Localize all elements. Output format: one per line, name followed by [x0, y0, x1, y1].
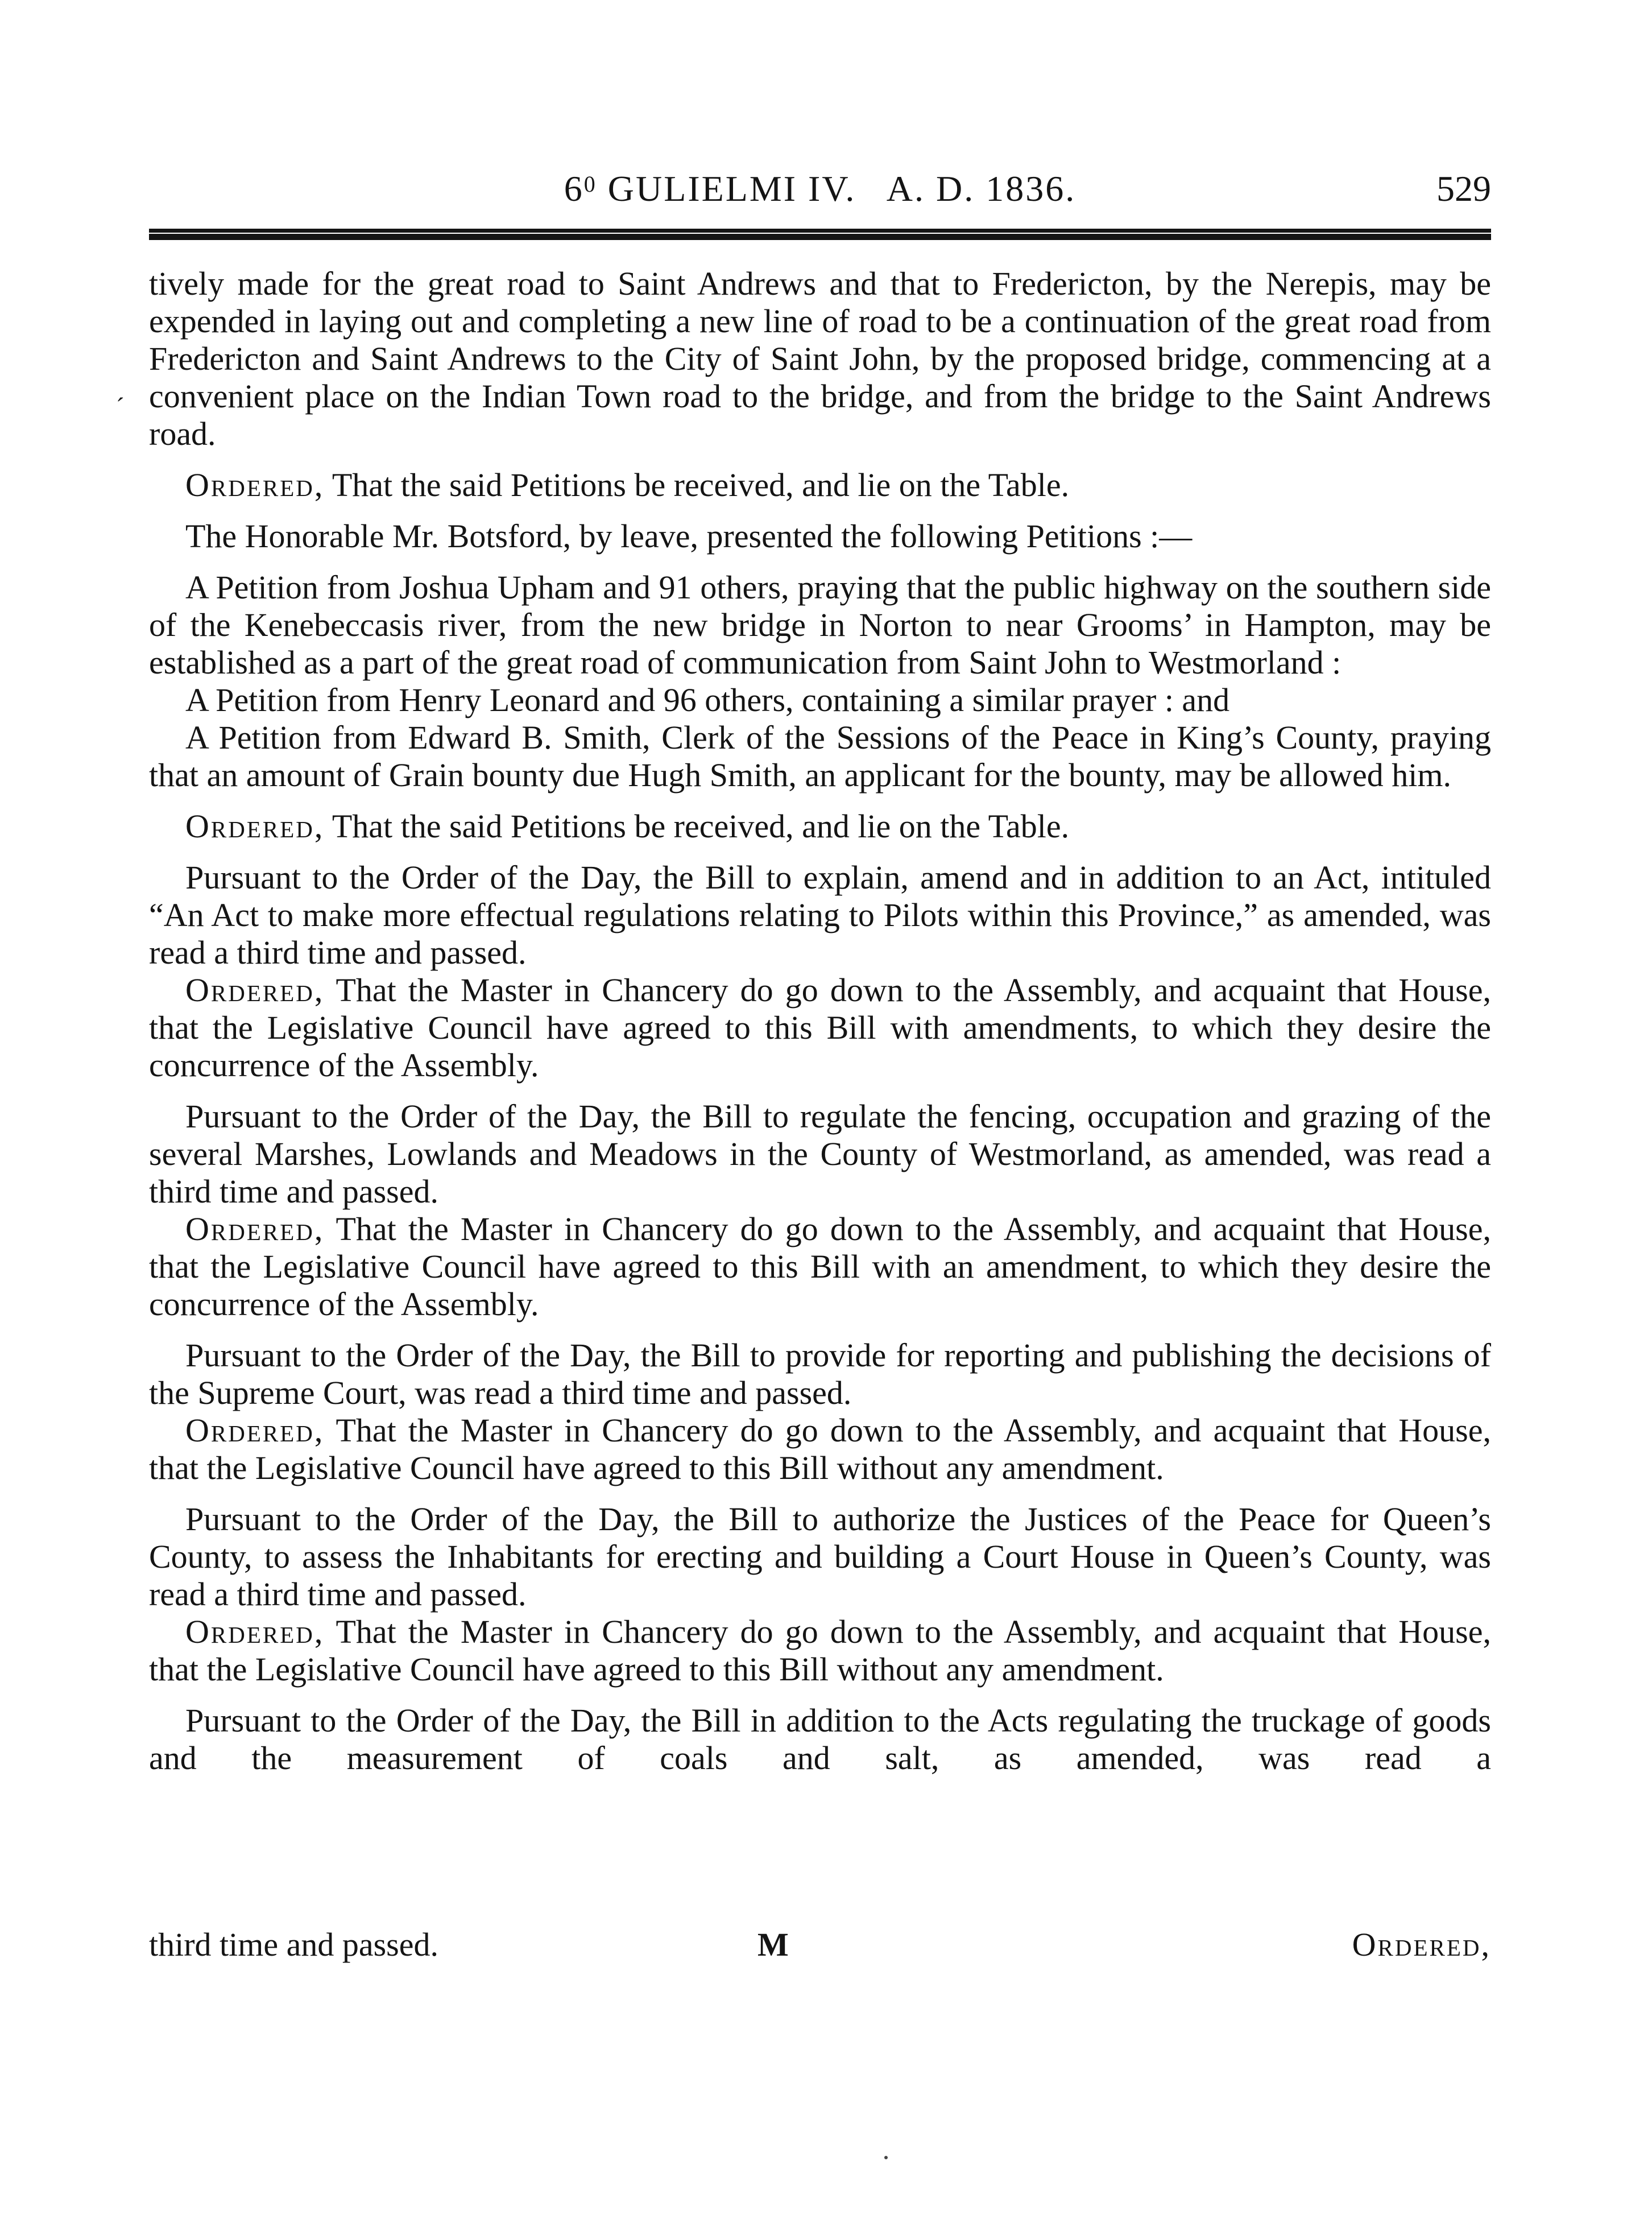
paragraph-bill: Pursuant to the Order of the Day, the Bill to authorize the Justices of the Peace for Queen’s County, to assess the Inhabitants for erecting and building a Court House in Queen’s County, was read a third time and passed.: [149, 1501, 1491, 1613]
ordered-lead: Ordered,: [185, 808, 325, 845]
ordered-lead: Ordered,: [185, 1613, 325, 1650]
final-line-text: third time and passed.: [149, 1926, 439, 1963]
running-header: [149, 166, 1491, 212]
paragraph-ordered: Ordered, That the Master in Chancery do go down to the Assembly, and acquaint that House, that the Legislative Council have agreed to this Bill with amendments, to which they desire the concurrence of the Assembly.: [149, 972, 1491, 1084]
ordered-lead: Ordered,: [185, 466, 325, 503]
paragraph-bill: Pursuant to the Order of the Day, the Bill in addition to the Acts regulating the truckage of goods and the measurement of coals and salt, as amended, was read a: [149, 1702, 1491, 1776]
paragraph-ordered: Ordered, That the said Petitions be received, and lie on the Table.: [185, 808, 1070, 845]
margin-mark: ´: [116, 393, 125, 421]
ordered-lead: Ordered,: [185, 1210, 325, 1247]
catchword: Ordered,: [1352, 1926, 1491, 1963]
paragraph-continuation: tively made for the great road to Saint Andrews and that to Fredericton, by the Nerepis, may be expended in laying out and completing a new line of road to be a continuation of the great road from Fredericton and Saint Andrews to the City of Saint John, by the proposed bridge, commencing at a convenient place on the Indian Town road to the bridge, and from the bridge to the Saint Andrews road.: [149, 265, 1491, 452]
header-title: [149, 166, 1491, 212]
paragraph-petition: A Petition from Edward B. Smith, Clerk of the Sessions of the Peace in King’s County, praying that an amount of Grain bounty due Hugh Smith, an applicant for the bounty, may be allowed him.: [149, 719, 1491, 794]
paragraph-ordered: Ordered, That the Master in Chancery do go down to the Assembly, and acquaint that House, that the Legislative Council have agreed to this Bill with an amendment, to which they desire the concurrence of the Assembly.: [149, 1210, 1491, 1323]
header-rule: [149, 229, 1491, 240]
journal-body: [149, 265, 1491, 1777]
paragraph-bill: Pursuant to the Order of the Day, the Bill to explain, amend and in addition to an Act, intituled “An Act to make more effectual regulations relating to Pilots within this Province,” as amended, was read a third time and passed.: [149, 859, 1491, 971]
regnal-suffix: 0: [583, 171, 597, 197]
ordered-lead: Ordered,: [185, 972, 325, 1009]
paragraph-ordered: Ordered, That the said Petitions be received, and lie on the Table.: [185, 466, 1070, 503]
paragraph-presented: The Honorable Mr. Botsford, by leave, presented the following Petitions :—: [185, 518, 1193, 555]
page-number: 529: [1436, 168, 1491, 209]
ordered-lead: Ordered,: [185, 1412, 325, 1449]
paragraph-ordered: Ordered, That the Master in Chancery do go down to the Assembly, and acquaint that House, that the Legislative Council have agreed to this Bill without any amendment.: [149, 1412, 1491, 1486]
print-speck: [884, 2156, 888, 2159]
regnal-year: 6: [564, 168, 584, 209]
paragraph-ordered: Ordered, That the Master in Chancery do go down to the Assembly, and acquaint that House, that the Legislative Council have agreed to this Bill without any amendment.: [149, 1613, 1491, 1688]
header-text: GULIELMI IV. A. D. 1836.: [607, 168, 1077, 209]
paragraph-bill: Pursuant to the Order of the Day, the Bill to regulate the fencing, occupation and grazing of the several Marshes, Lowlands and Meadows in the County of Westmorland, as amended, was read a third time and passed.: [149, 1098, 1491, 1210]
final-line: [149, 1926, 1491, 1964]
paragraph-bill: Pursuant to the Order of the Day, the Bill to provide for reporting and publishing the decisions of the Supreme Court, was read a third time and passed.: [149, 1337, 1491, 1411]
paragraph-petition: A Petition from Joshua Upham and 91 others, praying that the public highway on the southern side of the Kenebeccasis river, from the new bridge in Norton to near Grooms’ in Hampton, may be established as a part of the great road of communication from Saint John to Westmorland :: [149, 569, 1491, 681]
signature-mark: M: [757, 1926, 789, 1963]
paragraph-petition: A Petition from Henry Leonard and 96 others, containing a similar prayer : and: [185, 681, 1230, 718]
